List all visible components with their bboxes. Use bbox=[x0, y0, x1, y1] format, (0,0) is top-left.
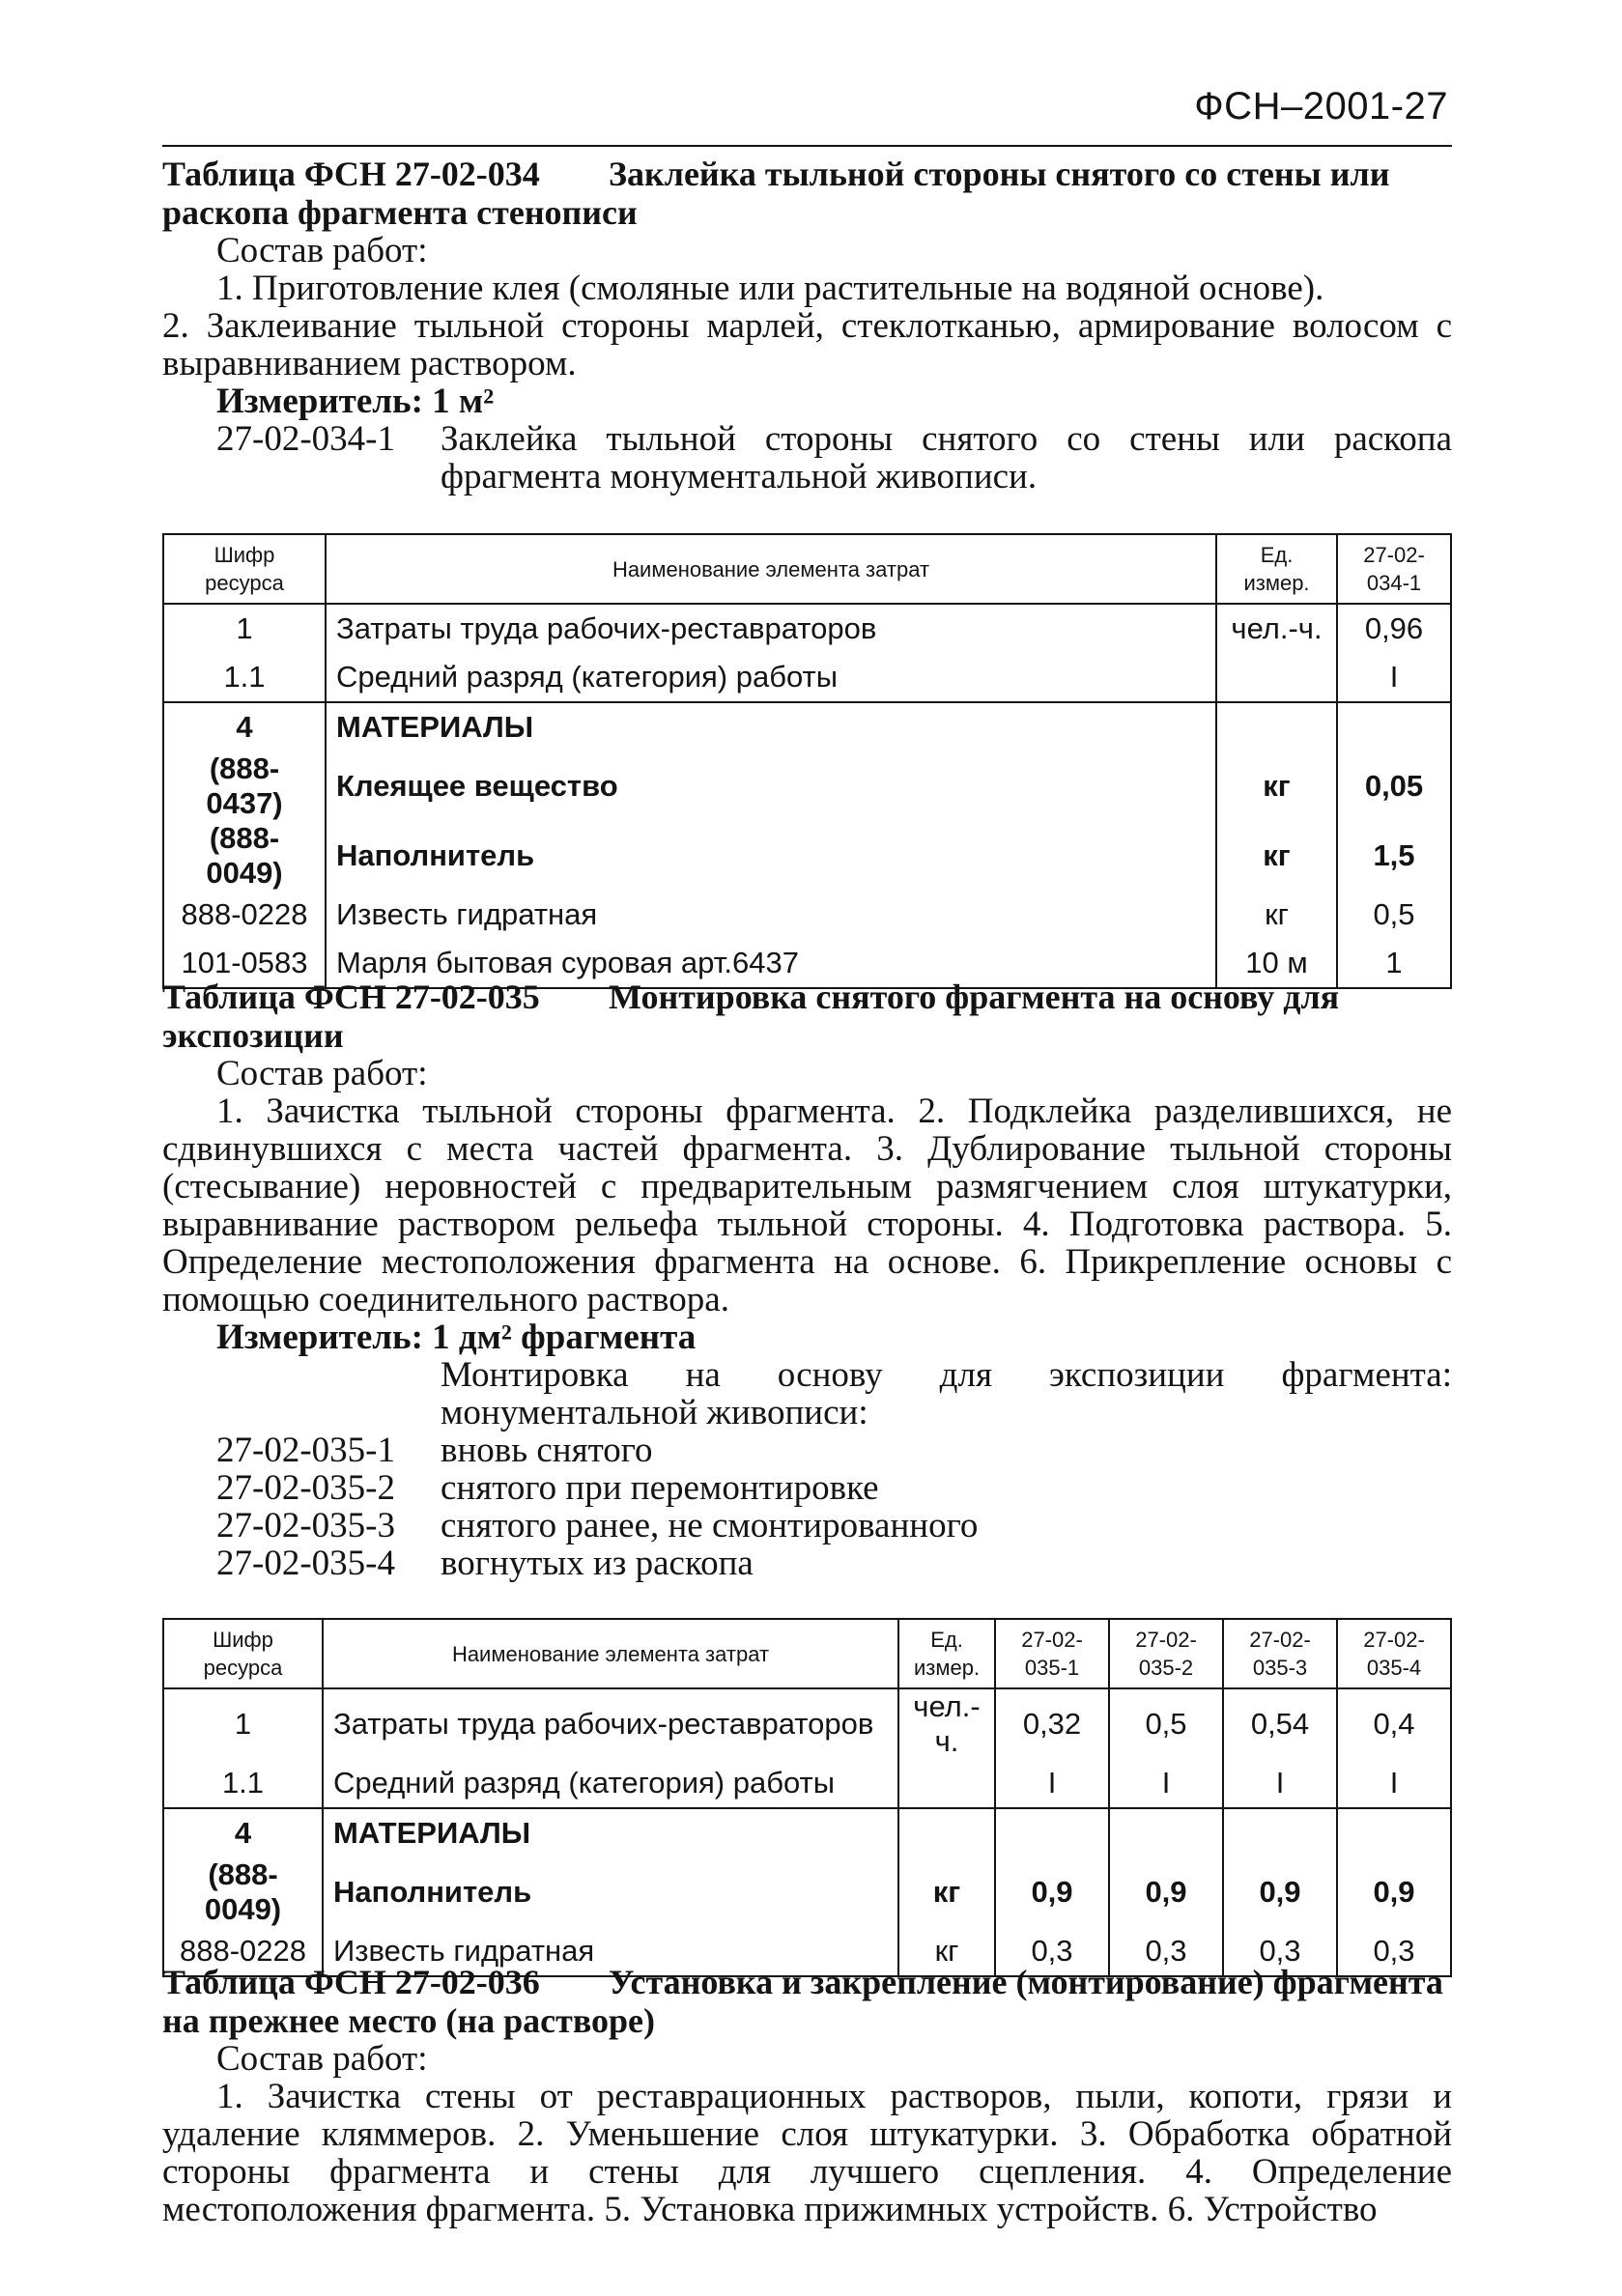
resource-table-035 bbox=[162, 1618, 1452, 1977]
table-title-text: Установка и закрепление (монтирование) фрагмента на прежнее место (на растворе) bbox=[162, 1963, 1443, 2040]
table-row bbox=[163, 702, 1451, 751]
measure-unit: Измеритель: 1 м² bbox=[216, 382, 495, 421]
norm-value-cell: 0,9 bbox=[995, 1857, 1109, 1927]
item-name-cell: Наполнитель bbox=[326, 821, 1216, 891]
table-code: Таблица ФСН 27-02-034 bbox=[162, 155, 540, 193]
norm-value-cell: 0,32 bbox=[995, 1688, 1109, 1759]
composition-paragraph: 1. Зачистка тыльной стороны фрагмента. 2. Подклейка разделившихся, не сдвинувшихся с места частей фрагмента. 3. Дублирование тыльной стороны (стесывание) неровностей с предварительным размягчением слоя штукатурки, выравнивание раствором рельефа тыльной стороны. 4. Подготовка раствора. 5. Определение местоположения фрагмента на основе. 6. Прикрепление основы с помощью соединительного раствора. bbox=[162, 1091, 1452, 1319]
item-name-cell: Средний разряд (категория) работы bbox=[326, 653, 1216, 702]
header-norm-column: 27-02-035-3 bbox=[1223, 1619, 1337, 1688]
composition-paragraph: 1. Приготовление клея (смоляные или растительные на водяной основе). bbox=[216, 269, 1324, 308]
composition-label: Состав работ: bbox=[216, 1054, 428, 1093]
resource-code-cell: 1.1 bbox=[163, 653, 326, 702]
table-row bbox=[163, 653, 1451, 702]
item-name-cell: МАТЕРИАЛЫ bbox=[326, 702, 1216, 751]
running-head: ФСН–2001-27 bbox=[1194, 85, 1448, 128]
composition-paragraph: 1. Зачистка стены от реставрационных растворов, пыли, копоти, грязи и удаление кляммеров. 2. Уменьшение слоя штукатурки. 3. Обработка обратной стороны фрагмента и стены для лучшего сцепления. 4. Определение местоположения фрагмента. 5. Установка прижимных устройств. 6. Устройство bbox=[162, 2077, 1452, 2229]
unit-cell: кг bbox=[1216, 821, 1337, 891]
norm-value-cell: 0,9 bbox=[1109, 1857, 1223, 1927]
item-name-cell: Марля бытовая суровая арт.6437 bbox=[326, 939, 1216, 988]
header-norm-column: 27-02-035-4 bbox=[1337, 1619, 1451, 1688]
section-035 bbox=[162, 978, 1452, 1582]
unit-cell: 10 м bbox=[1216, 939, 1337, 988]
table-row bbox=[163, 1759, 1451, 1808]
item-line bbox=[162, 1431, 1452, 1469]
table-title-text: Заклейка тыльной стороны снятого со стены или раскопа фрагмента стенописи bbox=[162, 155, 1390, 232]
norm-value-cell: I bbox=[1223, 1759, 1337, 1808]
norm-value-cell: I bbox=[1337, 1759, 1451, 1808]
norm-value-cell bbox=[995, 1808, 1109, 1857]
resource-code-cell: (888-0049) bbox=[163, 821, 326, 891]
norm-value-cell: 0,9 bbox=[1223, 1857, 1337, 1927]
item-code: 27-02-034-1 bbox=[216, 419, 395, 459]
unit-cell: кг bbox=[1216, 751, 1337, 821]
item-code: 27-02-035-4 bbox=[216, 1544, 395, 1583]
item-description: снятого при перемонтировке bbox=[441, 1468, 879, 1508]
norm-value-cell: 1 bbox=[1337, 939, 1451, 988]
norm-value-cell: 0,05 bbox=[1337, 751, 1451, 821]
resource-code-cell: 101-0583 bbox=[163, 939, 326, 988]
norm-value-cell: 0,9 bbox=[1337, 1857, 1451, 1927]
item-line bbox=[162, 1469, 1452, 1507]
section-034 bbox=[162, 155, 1452, 496]
header-item-name: Наименование элемента затрат bbox=[326, 534, 1216, 604]
header-norm-column: 27-02-035-2 bbox=[1109, 1619, 1223, 1688]
header-resource-code: Шифр ресурса bbox=[163, 534, 326, 604]
header-rule bbox=[162, 145, 1452, 147]
resource-code-cell: (888-0437) bbox=[163, 751, 326, 821]
unit-cell bbox=[1216, 653, 1337, 702]
norm-value-cell: 0,96 bbox=[1337, 604, 1451, 653]
item-code: 27-02-035-3 bbox=[216, 1506, 395, 1545]
resource-code-cell: 4 bbox=[163, 1808, 323, 1857]
header-unit: Ед. измер. bbox=[898, 1619, 995, 1688]
norm-value-cell: 0,3 bbox=[1223, 1927, 1337, 1976]
unit-cell: чел.-ч. bbox=[1216, 604, 1337, 653]
norm-value-cell bbox=[1109, 1808, 1223, 1857]
table-header-row bbox=[163, 1619, 1451, 1688]
resource-code-cell: 888-0228 bbox=[163, 891, 326, 939]
norm-value-cell: 0,4 bbox=[1337, 1688, 1451, 1759]
norm-value-cell: 0,3 bbox=[1337, 1927, 1451, 1976]
resource-code-cell: 1 bbox=[163, 604, 326, 653]
norm-value-cell: I bbox=[995, 1759, 1109, 1808]
composition-label: Состав работ: bbox=[216, 231, 428, 270]
table-row bbox=[163, 821, 1451, 891]
unit-cell: кг bbox=[1216, 891, 1337, 939]
unit-cell: кг bbox=[898, 1857, 995, 1927]
norm-value-cell bbox=[1223, 1808, 1337, 1857]
item-description: вновь снятого bbox=[441, 1431, 653, 1470]
header-norm-column: 27-02-035-1 bbox=[995, 1619, 1109, 1688]
resource-code-cell: (888-0049) bbox=[163, 1857, 323, 1927]
table-title-text: Монтировка снятого фрагмента на основу для экспозиции bbox=[162, 978, 1340, 1055]
norm-value-cell: 0,5 bbox=[1109, 1688, 1223, 1759]
unit-cell: кг bbox=[898, 1927, 995, 1976]
item-name-cell: Клеящее вещество bbox=[326, 751, 1216, 821]
resource-code-cell: 888-0228 bbox=[163, 1927, 323, 1976]
norm-value-cell: I bbox=[1109, 1759, 1223, 1808]
resource-table-034 bbox=[162, 533, 1452, 989]
table-title-035 bbox=[162, 978, 1452, 1055]
resource-code-cell: 4 bbox=[163, 702, 326, 751]
item-code: 27-02-035-2 bbox=[216, 1468, 395, 1508]
norm-value-cell: 0,3 bbox=[1109, 1927, 1223, 1976]
item-code: 27-02-035-1 bbox=[216, 1431, 395, 1470]
table-code: Таблица ФСН 27-02-035 bbox=[162, 978, 540, 1016]
norm-value-cell: 0,5 bbox=[1337, 891, 1451, 939]
item-line bbox=[162, 420, 1452, 496]
table-title-034 bbox=[162, 155, 1452, 232]
item-line bbox=[162, 1507, 1452, 1545]
norm-value-cell bbox=[1337, 1808, 1451, 1857]
item-name-cell: Наполнитель bbox=[323, 1857, 898, 1927]
header-item-name: Наименование элемента затрат bbox=[323, 1619, 898, 1688]
item-name-cell: Средний разряд (категория) работы bbox=[323, 1759, 898, 1808]
table-row bbox=[163, 604, 1451, 653]
norm-value-cell: I bbox=[1337, 653, 1451, 702]
table-row bbox=[163, 1808, 1451, 1857]
table-row bbox=[163, 751, 1451, 821]
header-unit: Ед. измер. bbox=[1216, 534, 1337, 604]
resource-code-cell: 1.1 bbox=[163, 1759, 323, 1808]
item-description: Заклейка тыльной стороны снятого со стены или раскопа фрагмента монументальной живописи. bbox=[441, 419, 1452, 496]
item-line bbox=[162, 1545, 1452, 1582]
resource-code-cell: 1 bbox=[163, 1688, 323, 1759]
table-code: Таблица ФСН 27-02-036 bbox=[162, 1963, 540, 2001]
unit-cell bbox=[898, 1808, 995, 1857]
unit-cell bbox=[898, 1759, 995, 1808]
item-name-cell: Затраты труда рабочих-реставраторов bbox=[326, 604, 1216, 653]
composition-paragraph: 2. Заклеивание тыльной стороны марлей, стеклотканью, армирование волосом с выравниванием раствором. bbox=[162, 306, 1452, 383]
norm-value-cell: 0,54 bbox=[1223, 1688, 1337, 1759]
table-row bbox=[163, 1857, 1451, 1927]
item-name-cell: Известь гидратная bbox=[323, 1927, 898, 1976]
item-name-cell: МАТЕРИАЛЫ bbox=[323, 1808, 898, 1857]
item-description: снятого ранее, не смонтированного bbox=[441, 1506, 979, 1545]
item-name-cell: Затраты труда рабочих-реставраторов bbox=[323, 1688, 898, 1759]
unit-cell: чел.-ч. bbox=[898, 1688, 995, 1759]
norm-value-cell: 0,3 bbox=[995, 1927, 1109, 1976]
norm-value-cell: 1,5 bbox=[1337, 821, 1451, 891]
table-row bbox=[163, 1688, 1451, 1759]
unit-cell bbox=[1216, 702, 1337, 751]
composition-label: Состав работ: bbox=[216, 2039, 428, 2079]
norm-value-cell bbox=[1337, 702, 1451, 751]
item-name-cell: Известь гидратная bbox=[326, 891, 1216, 939]
item-description: вогнутых из раскопа bbox=[441, 1544, 754, 1583]
measure-unit: Измеритель: 1 дм² фрагмента bbox=[216, 1318, 697, 1357]
section-036 bbox=[162, 1963, 1452, 2228]
group-heading-line bbox=[162, 1356, 1452, 1431]
table-header-row bbox=[163, 534, 1451, 604]
header-resource-code: Шифр ресурса bbox=[163, 1619, 323, 1688]
table-row bbox=[163, 891, 1451, 939]
group-heading: Монтировка на основу для экспозиции фрагмента: монументальной живописи: bbox=[441, 1355, 1452, 1432]
table-title-036 bbox=[162, 1963, 1452, 2040]
header-norm-column: 27-02-034-1 bbox=[1337, 534, 1451, 604]
